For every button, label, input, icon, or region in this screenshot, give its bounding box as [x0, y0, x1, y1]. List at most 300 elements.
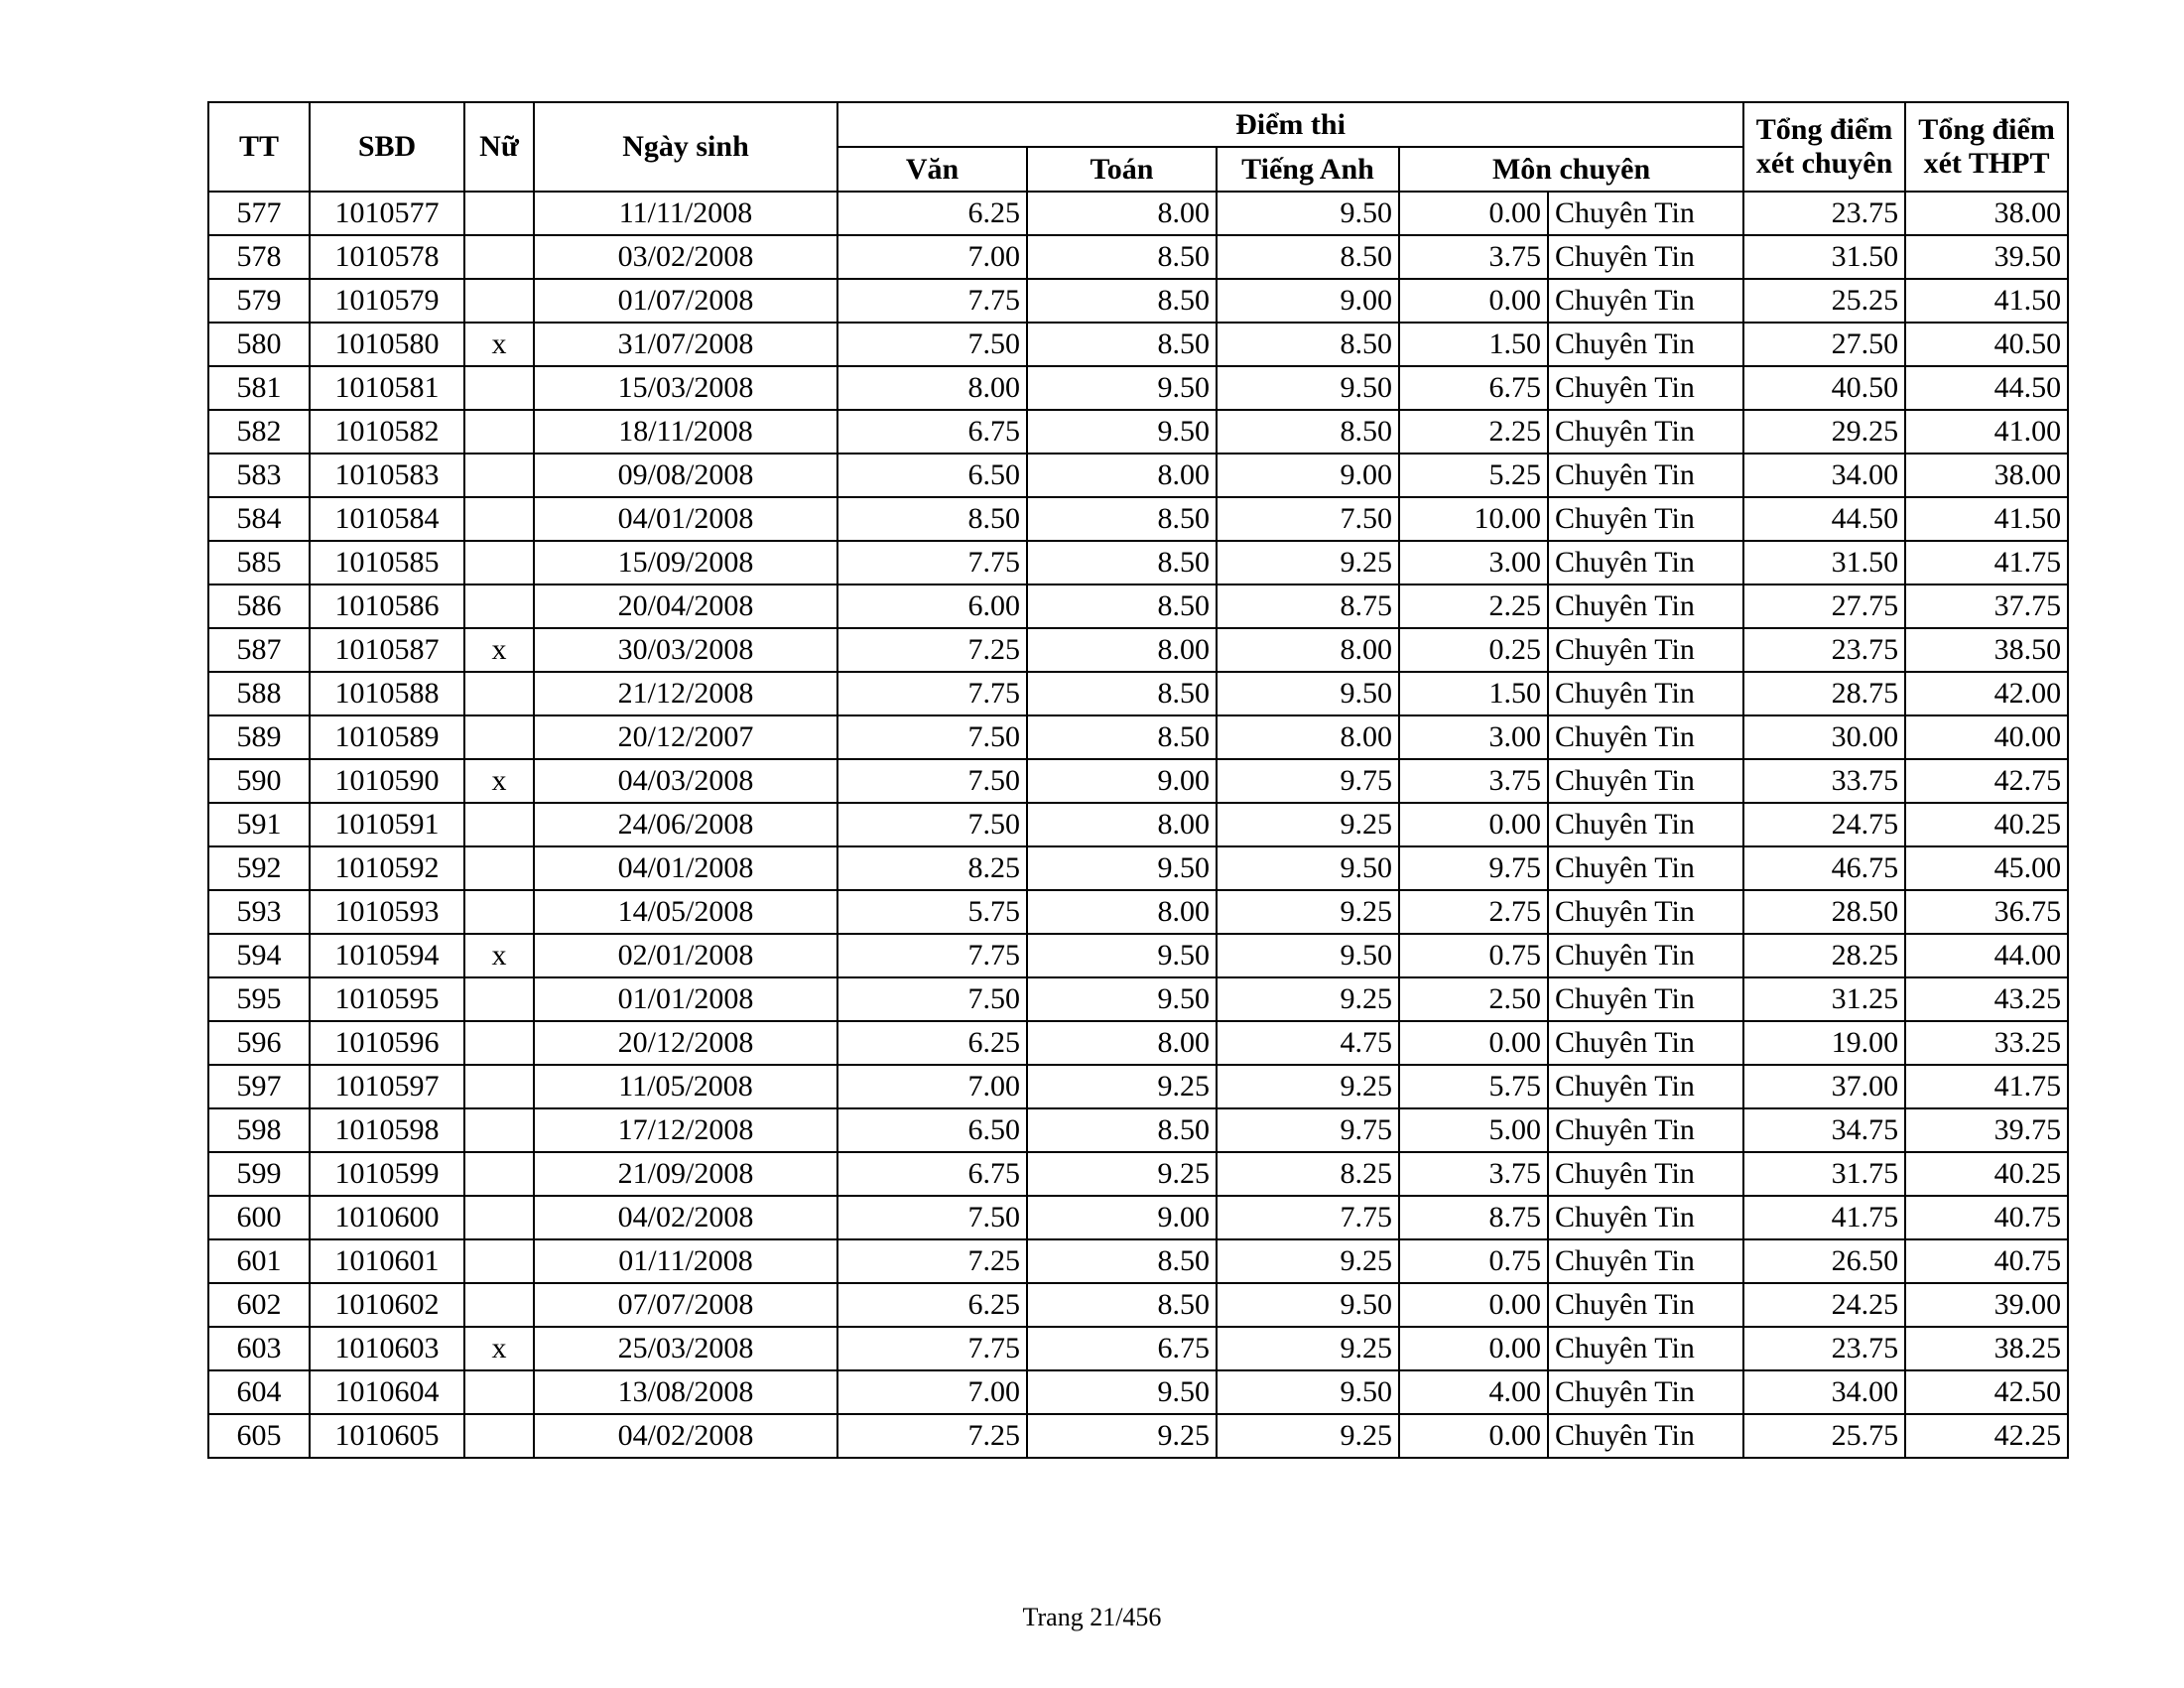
table-row: [208, 1152, 2068, 1196]
cell-tong-xet-thpt: 38.00: [1905, 192, 2068, 235]
cell-tieng-anh: 9.50: [1217, 1283, 1399, 1327]
table-row: [208, 1065, 2068, 1108]
table-row: [208, 759, 2068, 803]
table-row: [208, 410, 2068, 454]
cell-sbd: 1010599: [310, 1152, 464, 1196]
cell-toan: 8.50: [1027, 1239, 1217, 1283]
cell-tong-xet-chuyen: 33.75: [1743, 759, 1905, 803]
cell-nu: [464, 803, 534, 846]
cell-tt: 602: [208, 1283, 310, 1327]
header-mon-chuyen: Môn chuyên: [1399, 147, 1743, 192]
cell-toan: 9.00: [1027, 759, 1217, 803]
cell-ten-mon-chuyen: Chuyên Tin: [1548, 846, 1743, 890]
cell-sbd: 1010587: [310, 628, 464, 672]
cell-sbd: 1010585: [310, 541, 464, 584]
cell-tieng-anh: 9.25: [1217, 890, 1399, 934]
cell-tieng-anh: 9.00: [1217, 279, 1399, 323]
cell-ngay-sinh: 30/03/2008: [534, 628, 837, 672]
cell-ngay-sinh: 31/07/2008: [534, 323, 837, 366]
cell-tong-xet-thpt: 41.75: [1905, 541, 2068, 584]
cell-ten-mon-chuyen: Chuyên Tin: [1548, 890, 1743, 934]
cell-tieng-anh: 8.50: [1217, 410, 1399, 454]
cell-tong-xet-thpt: 45.00: [1905, 846, 2068, 890]
cell-tong-xet-chuyen: 31.75: [1743, 1152, 1905, 1196]
cell-sbd: 1010577: [310, 192, 464, 235]
cell-ten-mon-chuyen: Chuyên Tin: [1548, 803, 1743, 846]
cell-sbd: 1010583: [310, 454, 464, 497]
cell-van: 7.50: [837, 977, 1027, 1021]
cell-ten-mon-chuyen: Chuyên Tin: [1548, 584, 1743, 628]
cell-tt: 603: [208, 1327, 310, 1370]
cell-tieng-anh: 9.50: [1217, 672, 1399, 715]
cell-toan: 8.50: [1027, 1283, 1217, 1327]
cell-toan: 9.00: [1027, 1196, 1217, 1239]
table-row: [208, 672, 2068, 715]
cell-toan: 8.50: [1027, 1108, 1217, 1152]
table-row: [208, 192, 2068, 235]
cell-diem-mon-chuyen: 6.75: [1399, 366, 1548, 410]
table-row: [208, 1327, 2068, 1370]
cell-toan: 8.50: [1027, 715, 1217, 759]
cell-van: 7.25: [837, 1414, 1027, 1458]
header-ngay-sinh: Ngày sinh: [534, 102, 837, 192]
cell-diem-mon-chuyen: 0.00: [1399, 1283, 1548, 1327]
cell-ngay-sinh: 21/12/2008: [534, 672, 837, 715]
cell-tong-xet-chuyen: 27.75: [1743, 584, 1905, 628]
table-row: [208, 977, 2068, 1021]
table-row: [208, 1414, 2068, 1458]
cell-van: 7.75: [837, 672, 1027, 715]
cell-van: 7.00: [837, 1370, 1027, 1414]
cell-ngay-sinh: 01/07/2008: [534, 279, 837, 323]
cell-diem-mon-chuyen: 3.00: [1399, 715, 1548, 759]
cell-toan: 9.50: [1027, 977, 1217, 1021]
cell-ten-mon-chuyen: Chuyên Tin: [1548, 1283, 1743, 1327]
cell-tieng-anh: 8.25: [1217, 1152, 1399, 1196]
cell-ten-mon-chuyen: Chuyên Tin: [1548, 715, 1743, 759]
table-row: [208, 584, 2068, 628]
header-tong-xet-thpt-line1: Tổng điểm: [1918, 113, 2055, 147]
cell-ngay-sinh: 20/04/2008: [534, 584, 837, 628]
cell-tt: 591: [208, 803, 310, 846]
cell-tong-xet-chuyen: 24.25: [1743, 1283, 1905, 1327]
cell-diem-mon-chuyen: 0.75: [1399, 934, 1548, 977]
cell-van: 6.50: [837, 1108, 1027, 1152]
cell-toan: 8.50: [1027, 584, 1217, 628]
cell-tong-xet-thpt: 42.50: [1905, 1370, 2068, 1414]
cell-sbd: 1010602: [310, 1283, 464, 1327]
cell-tong-xet-thpt: 43.25: [1905, 977, 2068, 1021]
cell-tong-xet-thpt: 42.75: [1905, 759, 2068, 803]
cell-tong-xet-chuyen: 34.75: [1743, 1108, 1905, 1152]
cell-sbd: 1010591: [310, 803, 464, 846]
cell-van: 6.00: [837, 584, 1027, 628]
cell-ten-mon-chuyen: Chuyên Tin: [1548, 323, 1743, 366]
table-row: [208, 1021, 2068, 1065]
header-tong-xet-chuyen: [1743, 102, 1905, 192]
cell-sbd: 1010596: [310, 1021, 464, 1065]
cell-tong-xet-chuyen: 28.25: [1743, 934, 1905, 977]
cell-ten-mon-chuyen: Chuyên Tin: [1548, 672, 1743, 715]
table-row: [208, 366, 2068, 410]
cell-ten-mon-chuyen: Chuyên Tin: [1548, 1327, 1743, 1370]
cell-ten-mon-chuyen: Chuyên Tin: [1548, 1152, 1743, 1196]
cell-van: 7.75: [837, 541, 1027, 584]
cell-tong-xet-thpt: 33.25: [1905, 1021, 2068, 1065]
cell-tieng-anh: 9.25: [1217, 541, 1399, 584]
cell-tt: 601: [208, 1239, 310, 1283]
cell-tong-xet-thpt: 44.50: [1905, 366, 2068, 410]
cell-tieng-anh: 9.50: [1217, 192, 1399, 235]
cell-van: 6.25: [837, 192, 1027, 235]
cell-nu: x: [464, 934, 534, 977]
cell-tong-xet-thpt: 41.00: [1905, 410, 2068, 454]
cell-nu: x: [464, 759, 534, 803]
cell-tieng-anh: 9.75: [1217, 759, 1399, 803]
cell-tong-xet-thpt: 41.50: [1905, 279, 2068, 323]
cell-tong-xet-thpt: 37.75: [1905, 584, 2068, 628]
cell-tong-xet-chuyen: 40.50: [1743, 366, 1905, 410]
cell-tong-xet-thpt: 39.00: [1905, 1283, 2068, 1327]
table-row: [208, 1108, 2068, 1152]
cell-nu: [464, 715, 534, 759]
cell-van: 7.00: [837, 235, 1027, 279]
cell-diem-mon-chuyen: 0.00: [1399, 279, 1548, 323]
cell-tong-xet-chuyen: 31.50: [1743, 541, 1905, 584]
cell-nu: [464, 192, 534, 235]
cell-van: 8.50: [837, 497, 1027, 541]
cell-toan: 8.50: [1027, 235, 1217, 279]
table-row: [208, 934, 2068, 977]
cell-tong-xet-thpt: 44.00: [1905, 934, 2068, 977]
cell-tieng-anh: 9.25: [1217, 1327, 1399, 1370]
cell-tieng-anh: 8.50: [1217, 323, 1399, 366]
header-tong-xet-chuyen-line2: xét chuyên: [1755, 147, 1893, 180]
cell-diem-mon-chuyen: 8.75: [1399, 1196, 1548, 1239]
cell-sbd: 1010589: [310, 715, 464, 759]
cell-nu: [464, 846, 534, 890]
cell-sbd: 1010594: [310, 934, 464, 977]
header-nu: Nữ: [464, 102, 534, 192]
cell-tong-xet-chuyen: 37.00: [1743, 1065, 1905, 1108]
cell-tieng-anh: 9.25: [1217, 1065, 1399, 1108]
cell-toan: 8.00: [1027, 628, 1217, 672]
cell-van: 7.25: [837, 628, 1027, 672]
cell-nu: [464, 584, 534, 628]
cell-tieng-anh: 9.50: [1217, 846, 1399, 890]
cell-ten-mon-chuyen: Chuyên Tin: [1548, 366, 1743, 410]
cell-diem-mon-chuyen: 0.25: [1399, 628, 1548, 672]
cell-tt: 595: [208, 977, 310, 1021]
cell-toan: 9.50: [1027, 934, 1217, 977]
cell-tong-xet-thpt: 40.75: [1905, 1196, 2068, 1239]
cell-nu: [464, 1239, 534, 1283]
cell-tong-xet-chuyen: 31.50: [1743, 235, 1905, 279]
cell-tt: 579: [208, 279, 310, 323]
cell-tt: 599: [208, 1152, 310, 1196]
cell-tieng-anh: 8.75: [1217, 584, 1399, 628]
cell-tt: 586: [208, 584, 310, 628]
cell-diem-mon-chuyen: 0.00: [1399, 1327, 1548, 1370]
cell-tong-xet-thpt: 39.50: [1905, 235, 2068, 279]
cell-diem-mon-chuyen: 5.75: [1399, 1065, 1548, 1108]
cell-tt: 588: [208, 672, 310, 715]
cell-tieng-anh: 9.50: [1217, 1370, 1399, 1414]
cell-diem-mon-chuyen: 1.50: [1399, 672, 1548, 715]
cell-tieng-anh: 9.25: [1217, 1239, 1399, 1283]
page-number: Trang 21/456: [1022, 1603, 1162, 1631]
cell-ten-mon-chuyen: Chuyên Tin: [1548, 1065, 1743, 1108]
cell-tong-xet-thpt: 42.00: [1905, 672, 2068, 715]
cell-ngay-sinh: 14/05/2008: [534, 890, 837, 934]
cell-tieng-anh: 8.50: [1217, 235, 1399, 279]
cell-ten-mon-chuyen: Chuyên Tin: [1548, 1370, 1743, 1414]
cell-diem-mon-chuyen: 0.00: [1399, 192, 1548, 235]
cell-nu: [464, 279, 534, 323]
cell-nu: [464, 1152, 534, 1196]
cell-van: 7.50: [837, 803, 1027, 846]
cell-diem-mon-chuyen: 1.50: [1399, 323, 1548, 366]
cell-tong-xet-thpt: 40.25: [1905, 1152, 2068, 1196]
cell-ten-mon-chuyen: Chuyên Tin: [1548, 977, 1743, 1021]
cell-toan: 8.00: [1027, 1021, 1217, 1065]
cell-van: 5.75: [837, 890, 1027, 934]
cell-van: 7.50: [837, 1196, 1027, 1239]
cell-van: 7.50: [837, 715, 1027, 759]
header-sbd: SBD: [310, 102, 464, 192]
cell-ngay-sinh: 18/11/2008: [534, 410, 837, 454]
cell-tong-xet-chuyen: 31.25: [1743, 977, 1905, 1021]
cell-diem-mon-chuyen: 3.00: [1399, 541, 1548, 584]
cell-nu: [464, 410, 534, 454]
cell-ten-mon-chuyen: Chuyên Tin: [1548, 934, 1743, 977]
table-row: [208, 541, 2068, 584]
cell-tong-xet-chuyen: 28.75: [1743, 672, 1905, 715]
cell-tong-xet-thpt: 40.50: [1905, 323, 2068, 366]
cell-ten-mon-chuyen: Chuyên Tin: [1548, 759, 1743, 803]
cell-tong-xet-chuyen: 34.00: [1743, 454, 1905, 497]
cell-tieng-anh: 9.25: [1217, 977, 1399, 1021]
cell-toan: 9.50: [1027, 846, 1217, 890]
cell-ten-mon-chuyen: Chuyên Tin: [1548, 235, 1743, 279]
cell-nu: [464, 890, 534, 934]
cell-nu: [464, 541, 534, 584]
cell-tieng-anh: 4.75: [1217, 1021, 1399, 1065]
table-row: [208, 1283, 2068, 1327]
cell-tong-xet-thpt: 38.50: [1905, 628, 2068, 672]
cell-tong-xet-chuyen: 29.25: [1743, 410, 1905, 454]
cell-toan: 8.50: [1027, 279, 1217, 323]
cell-ngay-sinh: 09/08/2008: [534, 454, 837, 497]
cell-sbd: 1010595: [310, 977, 464, 1021]
cell-tt: 597: [208, 1065, 310, 1108]
cell-ngay-sinh: 04/01/2008: [534, 846, 837, 890]
cell-ngay-sinh: 11/05/2008: [534, 1065, 837, 1108]
cell-tong-xet-chuyen: 23.75: [1743, 628, 1905, 672]
cell-tt: 577: [208, 192, 310, 235]
cell-toan: 9.50: [1027, 1370, 1217, 1414]
cell-diem-mon-chuyen: 3.75: [1399, 1152, 1548, 1196]
cell-nu: x: [464, 323, 534, 366]
cell-ten-mon-chuyen: Chuyên Tin: [1548, 192, 1743, 235]
cell-sbd: 1010601: [310, 1239, 464, 1283]
cell-nu: x: [464, 628, 534, 672]
cell-diem-mon-chuyen: 5.00: [1399, 1108, 1548, 1152]
table-body: [208, 192, 2068, 1458]
cell-tong-xet-chuyen: 25.75: [1743, 1414, 1905, 1458]
table-row: [208, 323, 2068, 366]
cell-sbd: 1010605: [310, 1414, 464, 1458]
cell-sbd: 1010592: [310, 846, 464, 890]
cell-tong-xet-thpt: 36.75: [1905, 890, 2068, 934]
cell-tieng-anh: 9.75: [1217, 1108, 1399, 1152]
cell-van: 6.25: [837, 1021, 1027, 1065]
cell-nu: [464, 1021, 534, 1065]
table-row: [208, 279, 2068, 323]
cell-tieng-anh: 8.00: [1217, 715, 1399, 759]
cell-tong-xet-thpt: 40.75: [1905, 1239, 2068, 1283]
cell-tieng-anh: 9.25: [1217, 1414, 1399, 1458]
cell-nu: [464, 1108, 534, 1152]
cell-toan: 8.00: [1027, 192, 1217, 235]
cell-ngay-sinh: 25/03/2008: [534, 1327, 837, 1370]
cell-tong-xet-thpt: 38.25: [1905, 1327, 2068, 1370]
cell-toan: 6.75: [1027, 1327, 1217, 1370]
cell-tong-xet-thpt: 41.75: [1905, 1065, 2068, 1108]
cell-tt: 581: [208, 366, 310, 410]
table-row: [208, 1239, 2068, 1283]
cell-diem-mon-chuyen: 0.00: [1399, 803, 1548, 846]
cell-nu: [464, 454, 534, 497]
cell-van: 7.75: [837, 279, 1027, 323]
table-row: [208, 497, 2068, 541]
cell-diem-mon-chuyen: 4.00: [1399, 1370, 1548, 1414]
cell-tong-xet-chuyen: 19.00: [1743, 1021, 1905, 1065]
cell-tt: 589: [208, 715, 310, 759]
cell-tong-xet-chuyen: 27.50: [1743, 323, 1905, 366]
cell-nu: [464, 497, 534, 541]
cell-van: 7.25: [837, 1239, 1027, 1283]
cell-tieng-anh: 7.75: [1217, 1196, 1399, 1239]
table-row: [208, 715, 2068, 759]
cell-nu: [464, 1370, 534, 1414]
table-row: [208, 890, 2068, 934]
cell-tt: 590: [208, 759, 310, 803]
header-toan: Toán: [1027, 147, 1217, 192]
cell-diem-mon-chuyen: 0.00: [1399, 1021, 1548, 1065]
cell-tt: 596: [208, 1021, 310, 1065]
cell-sbd: 1010580: [310, 323, 464, 366]
cell-ten-mon-chuyen: Chuyên Tin: [1548, 497, 1743, 541]
cell-ten-mon-chuyen: Chuyên Tin: [1548, 279, 1743, 323]
cell-van: 6.75: [837, 1152, 1027, 1196]
cell-toan: 8.00: [1027, 803, 1217, 846]
cell-nu: [464, 1196, 534, 1239]
cell-sbd: 1010593: [310, 890, 464, 934]
cell-ngay-sinh: 20/12/2008: [534, 1021, 837, 1065]
cell-ngay-sinh: 24/06/2008: [534, 803, 837, 846]
cell-diem-mon-chuyen: 2.50: [1399, 977, 1548, 1021]
cell-van: 6.50: [837, 454, 1027, 497]
cell-sbd: 1010582: [310, 410, 464, 454]
cell-tong-xet-thpt: 40.00: [1905, 715, 2068, 759]
header-tong-xet-thpt: [1905, 102, 2068, 192]
cell-tt: 584: [208, 497, 310, 541]
cell-van: 6.25: [837, 1283, 1027, 1327]
cell-tong-xet-thpt: 42.25: [1905, 1414, 2068, 1458]
cell-ngay-sinh: 03/02/2008: [534, 235, 837, 279]
cell-tieng-anh: 9.25: [1217, 803, 1399, 846]
cell-tt: 583: [208, 454, 310, 497]
cell-tong-xet-chuyen: 41.75: [1743, 1196, 1905, 1239]
cell-nu: x: [464, 1327, 534, 1370]
cell-ten-mon-chuyen: Chuyên Tin: [1548, 1196, 1743, 1239]
cell-tieng-anh: 9.50: [1217, 934, 1399, 977]
cell-tong-xet-chuyen: 46.75: [1743, 846, 1905, 890]
cell-ten-mon-chuyen: Chuyên Tin: [1548, 1239, 1743, 1283]
cell-nu: [464, 235, 534, 279]
header-van: Văn: [837, 147, 1027, 192]
cell-ngay-sinh: 04/01/2008: [534, 497, 837, 541]
cell-sbd: 1010604: [310, 1370, 464, 1414]
cell-tieng-anh: 9.50: [1217, 366, 1399, 410]
cell-diem-mon-chuyen: 0.00: [1399, 1414, 1548, 1458]
cell-tt: 594: [208, 934, 310, 977]
cell-tt: 592: [208, 846, 310, 890]
cell-ngay-sinh: 04/02/2008: [534, 1196, 837, 1239]
cell-tong-xet-thpt: 41.50: [1905, 497, 2068, 541]
cell-toan: 8.50: [1027, 323, 1217, 366]
cell-toan: 9.50: [1027, 366, 1217, 410]
cell-toan: 9.50: [1027, 410, 1217, 454]
cell-tieng-anh: 9.00: [1217, 454, 1399, 497]
cell-tt: 582: [208, 410, 310, 454]
cell-ten-mon-chuyen: Chuyên Tin: [1548, 628, 1743, 672]
cell-toan: 9.25: [1027, 1065, 1217, 1108]
cell-diem-mon-chuyen: 3.75: [1399, 759, 1548, 803]
cell-van: 7.00: [837, 1065, 1027, 1108]
cell-tieng-anh: 7.50: [1217, 497, 1399, 541]
cell-ngay-sinh: 13/08/2008: [534, 1370, 837, 1414]
cell-tong-xet-thpt: 39.75: [1905, 1108, 2068, 1152]
cell-nu: [464, 1283, 534, 1327]
cell-toan: 8.00: [1027, 890, 1217, 934]
cell-van: 7.75: [837, 1327, 1027, 1370]
header-tong-xet-thpt-line2: xét THPT: [1923, 147, 2050, 180]
cell-tong-xet-thpt: 38.00: [1905, 454, 2068, 497]
cell-tong-xet-chuyen: 26.50: [1743, 1239, 1905, 1283]
cell-ngay-sinh: 15/09/2008: [534, 541, 837, 584]
cell-tong-xet-chuyen: 34.00: [1743, 1370, 1905, 1414]
table-row: [208, 1370, 2068, 1414]
cell-nu: [464, 977, 534, 1021]
cell-tong-xet-chuyen: 30.00: [1743, 715, 1905, 759]
cell-toan: 8.50: [1027, 541, 1217, 584]
cell-diem-mon-chuyen: 2.75: [1399, 890, 1548, 934]
cell-van: 7.50: [837, 323, 1027, 366]
table-row: [208, 803, 2068, 846]
score-table: [207, 101, 2069, 1459]
cell-sbd: 1010588: [310, 672, 464, 715]
cell-tt: 598: [208, 1108, 310, 1152]
table-row: [208, 1196, 2068, 1239]
cell-sbd: 1010578: [310, 235, 464, 279]
cell-tong-xet-chuyen: 24.75: [1743, 803, 1905, 846]
cell-tt: 600: [208, 1196, 310, 1239]
cell-diem-mon-chuyen: 2.25: [1399, 584, 1548, 628]
cell-sbd: 1010600: [310, 1196, 464, 1239]
table-row: [208, 628, 2068, 672]
